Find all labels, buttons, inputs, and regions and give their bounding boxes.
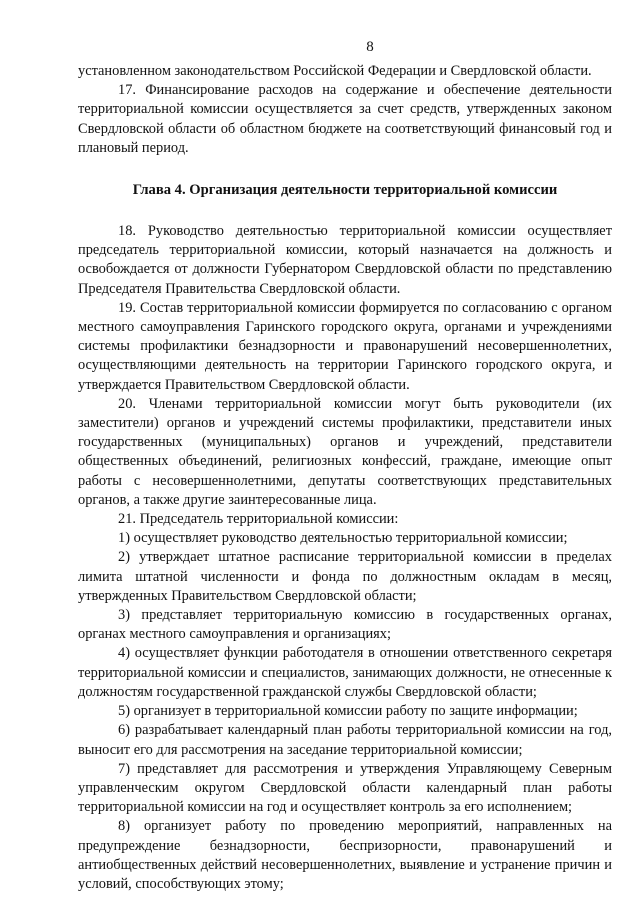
list-item-5: 5) организует в территориальной комиссии работу по защите информации; — [118, 703, 578, 720]
list-item-8: 8) организует работу по проведению мероприятий, направленных на предупреждение безнадзорности, беспризорности, правонарушений и антиобщественных действий несовершеннолетних, выявление и устранение причин и условий, способствующих этому; — [78, 818, 612, 892]
paragraph-17: 17. Финансирование расходов на содержание и обеспечение деятельности территориальной комиссии осуществляется за счет средств, утвержденных законом Свердловской области об областном бюджете на соответствующий финансовый год и плановый период. — [78, 82, 612, 156]
list-item-3: 3) представляет территориальную комиссию в государственных органах, органах местного самоуправления и организациях; — [78, 607, 612, 643]
list-item-6: 6) разрабатывает календарный план работы территориальной комиссии на год, выносит его для рассмотрения на заседание территориальной комиссии; — [78, 722, 612, 758]
list-item-2: 2) утверждает штатное расписание территориальной комиссии в пределах лимита штатной численности и фонда по должностным окладам в месяц, утвержденных Правительством Свердловской области; — [78, 549, 612, 604]
chapter-heading: Глава 4. Организация деятельности территориальной комиссии — [132, 182, 558, 199]
page-number: 8 — [366, 39, 374, 55]
paragraph-20: 20. Членами территориальной комиссии могут быть руководители (их заместители) органов и учреждений системы профилактики, представители иных государственных (муниципальных) органов и учреждений, представители общественных объединений, религиозных конфессий, граждане, имеющие опыт работы с несовершеннолетними, депутаты соответствующих представительных органов, а также другие заинтересованные лица. — [78, 395, 612, 508]
list-item-4: 4) осуществляет функции работодателя в отношении ответственного секретаря территориальной комиссии и специалистов, занимающих должности, не отнесенные к должностям государственной гражданской службы Свердловской области; — [78, 645, 612, 700]
paragraph-21: 21. Председатель территориальной комиссии: — [118, 511, 399, 528]
paragraph-law-reference: установленном законодательством Российской Федерации и Свердловской области. — [78, 63, 592, 79]
list-item-7: 7) представляет для рассмотрения и утверждения Управляющему Северным управленческим округом Свердловской области календарный план работы территориальной комиссии на год и осуществляет контроль за его исполнением; — [78, 760, 612, 816]
paragraph-19: 19. Состав территориальной комиссии формируется по согласованию с органом местного самоуправления Гаринского городского округа, органами и учреждениями системы профилактики безнадзорности и правонарушений несовершеннолетних, осуществляющими деятельность на территории Гаринского городского округа, и утверждается Правительством Свердловской области. — [78, 299, 612, 393]
paragraph-18: 18. Руководство деятельностью территориальной комиссии осуществляет председатель территориальной комиссии, который назначается на должность и освобождается от должности Губернатором Свердловской области по представлению Председателя Правительства Свердловской области. — [78, 223, 612, 297]
list-item-1: 1) осуществляет руководство деятельностью территориальной комиссии; — [118, 530, 568, 547]
